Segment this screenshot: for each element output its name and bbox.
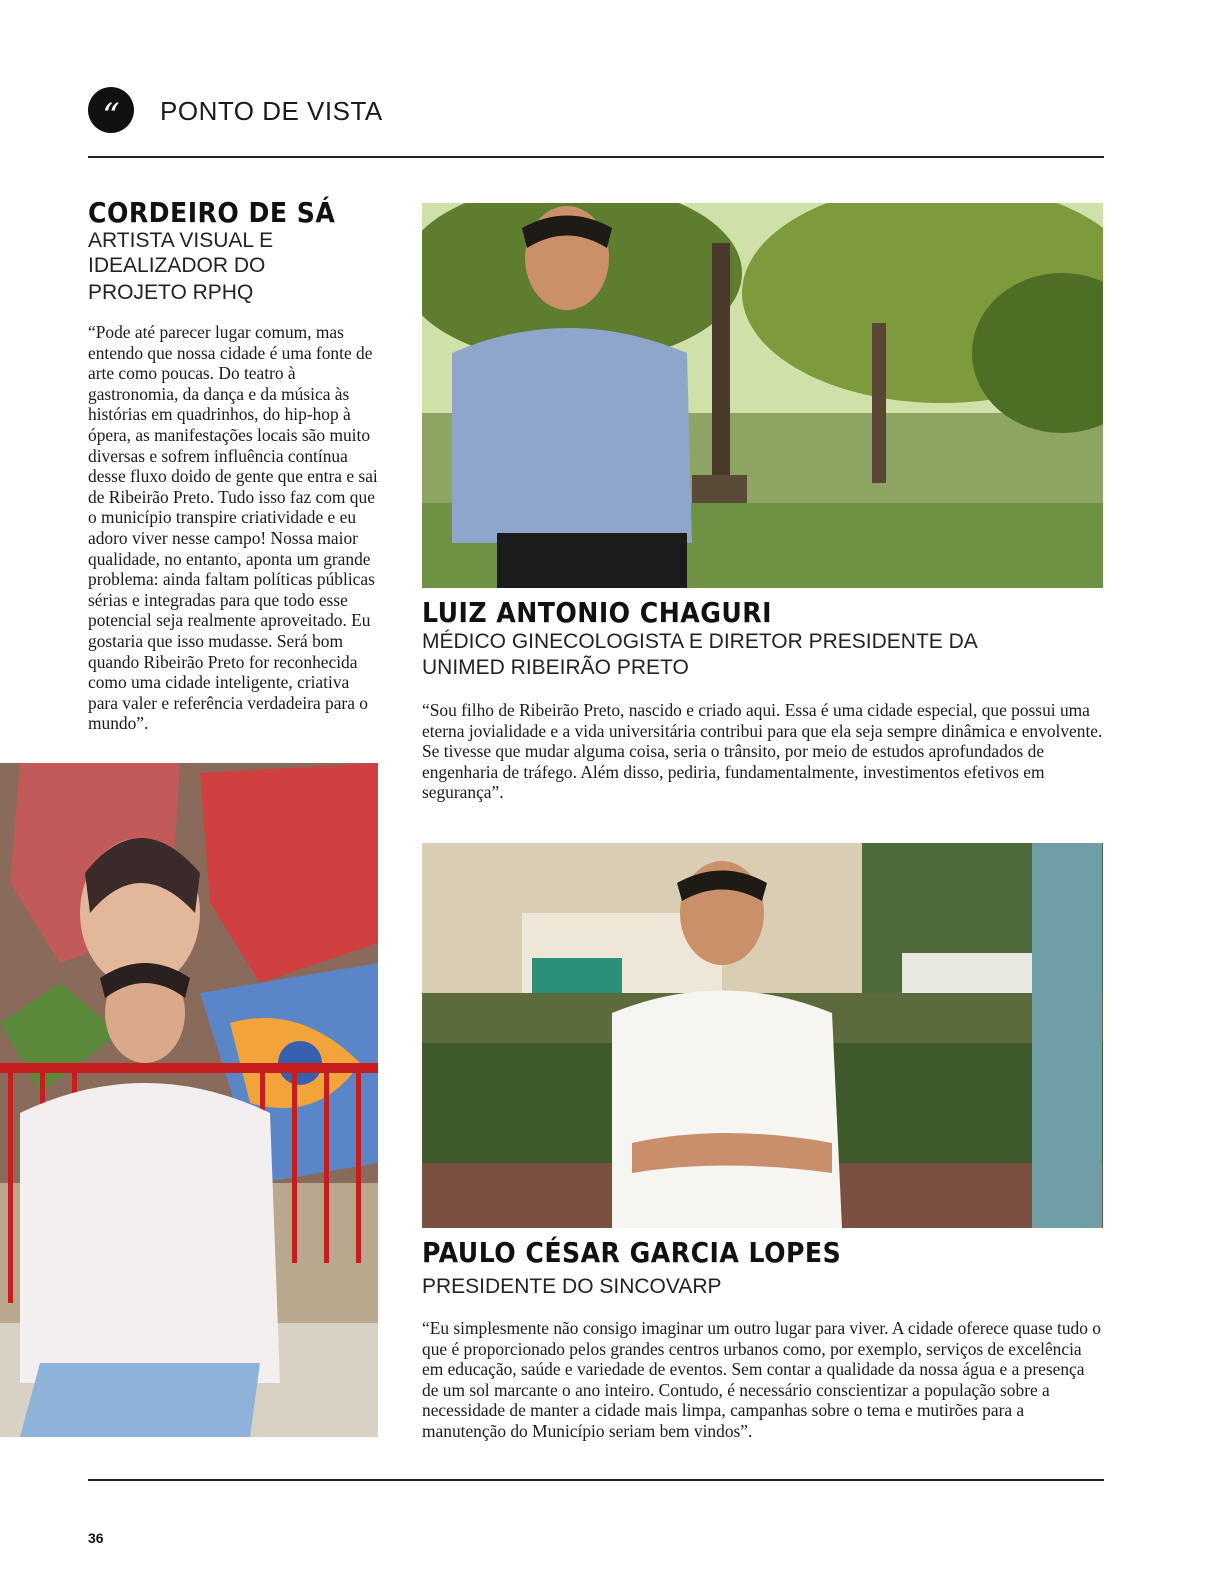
profile-name-chaguri: LUIZ ANTONIO CHAGURI <box>422 596 772 629</box>
profile-role-chaguri: MÉDICO GINECOLOGISTA E DIRETOR PRESIDENTE DA UNIMED RIBEIRÃO PRETO <box>422 630 977 679</box>
quote-badge-icon: “ <box>88 87 134 133</box>
section-title: PONTO DE VISTA <box>160 96 383 126</box>
role-line: IDEALIZADOR DO <box>88 254 266 277</box>
photo-cordeiro <box>0 763 378 1437</box>
photo-chaguri <box>422 203 1103 588</box>
role-line: ARTISTA VISUAL E <box>88 229 274 252</box>
footer-divider <box>88 1479 1104 1481</box>
role-line: PROJETO RPHQ <box>88 281 254 304</box>
profile-name-paulo-cesar: PAULO CÉSAR GARCIA LOPES <box>422 1236 842 1269</box>
header-divider <box>88 156 1104 158</box>
profile-name-cordeiro: CORDEIRO DE SÁ <box>88 196 336 229</box>
profile-quote-chaguri: “Sou filho de Ribeirão Preto, nascido e criado aqui. Essa é uma cidade especial, que possui uma eterna jovialidade e a vida universitária contribui para que ela seja sempre dinâmica e envolvente. Se tivesse que mudar alguma coisa, seria o trânsito, por meio de estudos aprofundados de engenharia de tráfego. Além disso, pediria, fundamentalmente, investimentos efetivos em segurança”. <box>422 700 1103 803</box>
profile-quote-cordeiro: “Pode até parecer lugar comum, mas entendo que nossa cidade é uma fonte de arte como poucas. Do teatro à gastronomia, da dança e da música às histórias em quadrinhos, do hip-hop à ópera, as manifestações locais são muito diversas e sofrem influência contínua desse fluxo doido de gente que entra e sai de Ribeirão Preto. Tudo isso faz com que o município transpire criatividade e eu adoro viver nesse campo! Nossa maior qualidade, no entanto, aponta um grande problema: ainda faltam políticas públicas sérias e integradas para que todo esse potencial seja realmente aproveitado. Eu gostaria que isso mudasse. Será bom quando Ribeirão Preto for reconhecida como uma cidade inteligente, criativa para valer e referência verdadeira para o mundo”. <box>88 322 378 734</box>
page-number: 36 <box>88 1530 104 1546</box>
profile-role-paulo-cesar: PRESIDENTE DO SINCOVARP <box>422 1275 722 1298</box>
profile-quote-paulo-cesar: “Eu simplesmente não consigo imaginar um outro lugar para viver. A cidade oferece quase tudo o que é proporcionado pelos grandes centros urbanos como, por exemplo, serviços de excelência em educação, saúde e variedade de eventos. Sem contar a qualidade da nossa água e a presença de um sol marcante o ano inteiro. Contudo, é necessário conscientizar a população sobre a necessidade de manter a cidade mais limpa, campanhas sobre o tema e mutirões para a manutenção do Município seriam bem vindos”. <box>422 1318 1101 1441</box>
profile-role-cordeiro <box>88 228 388 305</box>
photo-paulo-cesar <box>422 843 1103 1228</box>
